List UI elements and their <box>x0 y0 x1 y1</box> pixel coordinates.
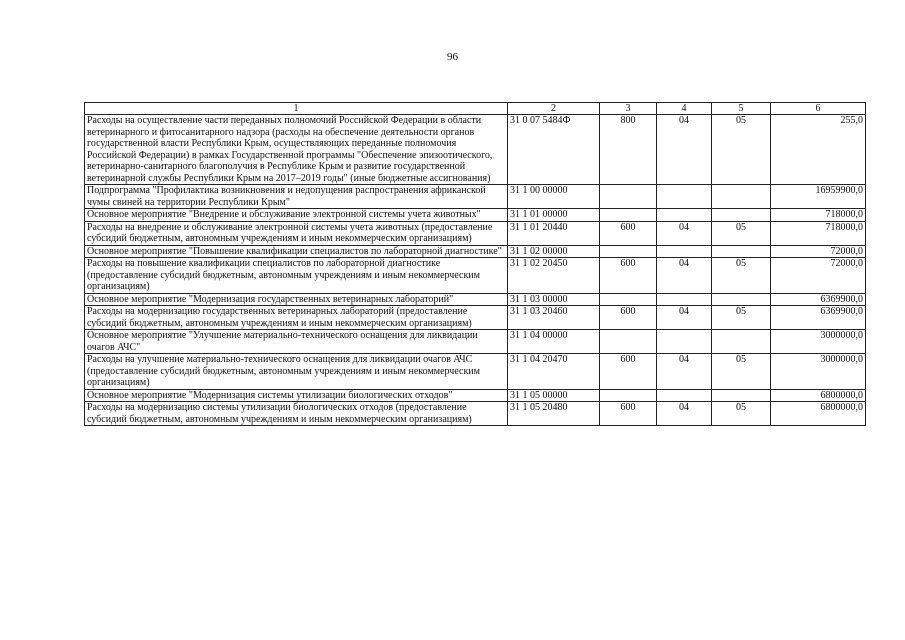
section-code-cell <box>657 330 712 354</box>
section-code-cell: 04 <box>657 306 712 330</box>
table-row <box>85 293 866 306</box>
expense-type-cell <box>600 185 657 209</box>
target-article-code-cell: 31 1 02 00000 <box>508 245 600 258</box>
table-row <box>85 306 866 330</box>
table-row <box>85 185 866 209</box>
page-number: 96 <box>447 51 458 63</box>
target-article-code-cell: 31 1 02 20450 <box>508 258 600 294</box>
column-header: 5 <box>712 103 771 115</box>
expense-type-cell <box>600 293 657 306</box>
subsection-code-cell <box>712 209 771 222</box>
expense-name-cell: Расходы на осуществление части переданных полномочий Российской Федерации в области ветеринарного и фитосанитарного надзора (расходы на обеспечение деятельности органов государственной власти Республики Крым, осуществляющих переданные полномочия Российской Федерации) в рамках Государственной программы "Обеспечение эпизоотического, ветеринарно-санитарного благополучия в Республике Крым и развитие государственной ветеринарной службы Республики Крым на 2017–2019 годы" (иные бюджетные ассигнования) <box>85 115 508 185</box>
expense-type-cell: 600 <box>600 402 657 426</box>
expense-name-cell: Расходы на повышение квалификации специалистов по лабораторной диагностике (предоставление субсидий бюджетным, автономным учреждениям и иным некоммерческим организациям) <box>85 258 508 294</box>
table-row <box>85 245 866 258</box>
column-header: 2 <box>508 103 600 115</box>
expense-type-cell: 600 <box>600 354 657 390</box>
amount-cell: 718000,0 <box>771 209 866 222</box>
target-article-code-cell: 31 1 01 20440 <box>508 221 600 245</box>
target-article-code-cell: 31 1 03 00000 <box>508 293 600 306</box>
amount-cell: 6800000,0 <box>771 389 866 402</box>
section-code-cell <box>657 209 712 222</box>
subsection-code-cell: 05 <box>712 221 771 245</box>
section-code-cell: 04 <box>657 115 712 185</box>
section-code-cell <box>657 245 712 258</box>
subsection-code-cell <box>712 245 771 258</box>
subsection-code-cell <box>712 389 771 402</box>
target-article-code-cell: 31 1 04 20470 <box>508 354 600 390</box>
expense-type-cell: 600 <box>600 221 657 245</box>
amount-cell: 255,0 <box>771 115 866 185</box>
section-code-cell: 04 <box>657 354 712 390</box>
expense-name-cell: Подпрограмма "Профилактика возникновения и недопущения распространения африканской чумы свиней на территории Республики Крым" <box>85 185 508 209</box>
table-row <box>85 115 866 185</box>
amount-cell: 3000000,0 <box>771 330 866 354</box>
expense-type-cell: 600 <box>600 258 657 294</box>
subsection-code-cell <box>712 185 771 209</box>
column-header: 4 <box>657 103 712 115</box>
expense-name-cell: Расходы на модернизацию системы утилизации биологических отходов (предоставление субсидий бюджетным, автономным учреждениям и иным некоммерческим организациям) <box>85 402 508 426</box>
expense-type-cell <box>600 245 657 258</box>
table-row <box>85 389 866 402</box>
column-header: 1 <box>85 103 508 115</box>
expense-type-cell <box>600 209 657 222</box>
budget-table <box>84 102 866 426</box>
section-code-cell <box>657 389 712 402</box>
expense-name-cell: Основное мероприятие "Модернизация государственных ветеринарных лабораторий" <box>85 293 508 306</box>
amount-cell: 6800000,0 <box>771 402 866 426</box>
amount-cell: 6369900,0 <box>771 293 866 306</box>
target-article-code-cell: 31 1 04 00000 <box>508 330 600 354</box>
expense-name-cell: Основное мероприятие "Внедрение и обслуживание электронной системы учета животных" <box>85 209 508 222</box>
expense-name-cell: Расходы на улучшение материально-технического оснащения для ликвидации очагов АЧС (предоставление субсидий бюджетным, автономным учреждениям и иным некоммерческим организациям) <box>85 354 508 390</box>
table-row <box>85 209 866 222</box>
target-article-code-cell: 31 1 05 00000 <box>508 389 600 402</box>
section-code-cell: 04 <box>657 402 712 426</box>
expense-name-cell: Расходы на внедрение и обслуживание электронной системы учета животных (предоставление субсидий бюджетным, автономным учреждениям и иным некоммерческим организациям) <box>85 221 508 245</box>
expense-type-cell: 800 <box>600 115 657 185</box>
section-code-cell <box>657 185 712 209</box>
expense-name-cell: Расходы на модернизацию государственных ветеринарных лабораторий (предоставление субсидий бюджетным, автономным учреждениям и иным некоммерческим организациям) <box>85 306 508 330</box>
section-code-cell: 04 <box>657 221 712 245</box>
target-article-code-cell: 31 1 00 00000 <box>508 185 600 209</box>
table-row <box>85 221 866 245</box>
target-article-code-cell: 31 1 01 00000 <box>508 209 600 222</box>
amount-cell: 72000,0 <box>771 258 866 294</box>
target-article-code-cell: 31 1 03 20460 <box>508 306 600 330</box>
expense-name-cell: Основное мероприятие "Модернизация системы утилизации биологических отходов" <box>85 389 508 402</box>
expense-name-cell: Основное мероприятие "Повышение квалификации специалистов по лабораторной диагностике" <box>85 245 508 258</box>
subsection-code-cell: 05 <box>712 402 771 426</box>
expense-type-cell <box>600 389 657 402</box>
subsection-code-cell <box>712 330 771 354</box>
subsection-code-cell: 05 <box>712 354 771 390</box>
subsection-code-cell: 05 <box>712 115 771 185</box>
table-row <box>85 402 866 426</box>
table-row <box>85 258 866 294</box>
amount-cell: 16959900,0 <box>771 185 866 209</box>
section-code-cell: 04 <box>657 258 712 294</box>
subsection-code-cell: 05 <box>712 306 771 330</box>
column-header: 6 <box>771 103 866 115</box>
table-row <box>85 354 866 390</box>
expense-type-cell: 600 <box>600 306 657 330</box>
amount-cell: 718000,0 <box>771 221 866 245</box>
target-article-code-cell: 31 0 07 5484Ф <box>508 115 600 185</box>
section-code-cell <box>657 293 712 306</box>
amount-cell: 6369900,0 <box>771 306 866 330</box>
header-row <box>85 103 866 115</box>
amount-cell: 3000000,0 <box>771 354 866 390</box>
table-row <box>85 330 866 354</box>
expense-name-cell: Основное мероприятие "Улучшение материально-технического оснащения для ликвидации очагов АЧС" <box>85 330 508 354</box>
expense-type-cell <box>600 330 657 354</box>
subsection-code-cell: 05 <box>712 258 771 294</box>
target-article-code-cell: 31 1 05 20480 <box>508 402 600 426</box>
amount-cell: 72000,0 <box>771 245 866 258</box>
column-header: 3 <box>600 103 657 115</box>
subsection-code-cell <box>712 293 771 306</box>
